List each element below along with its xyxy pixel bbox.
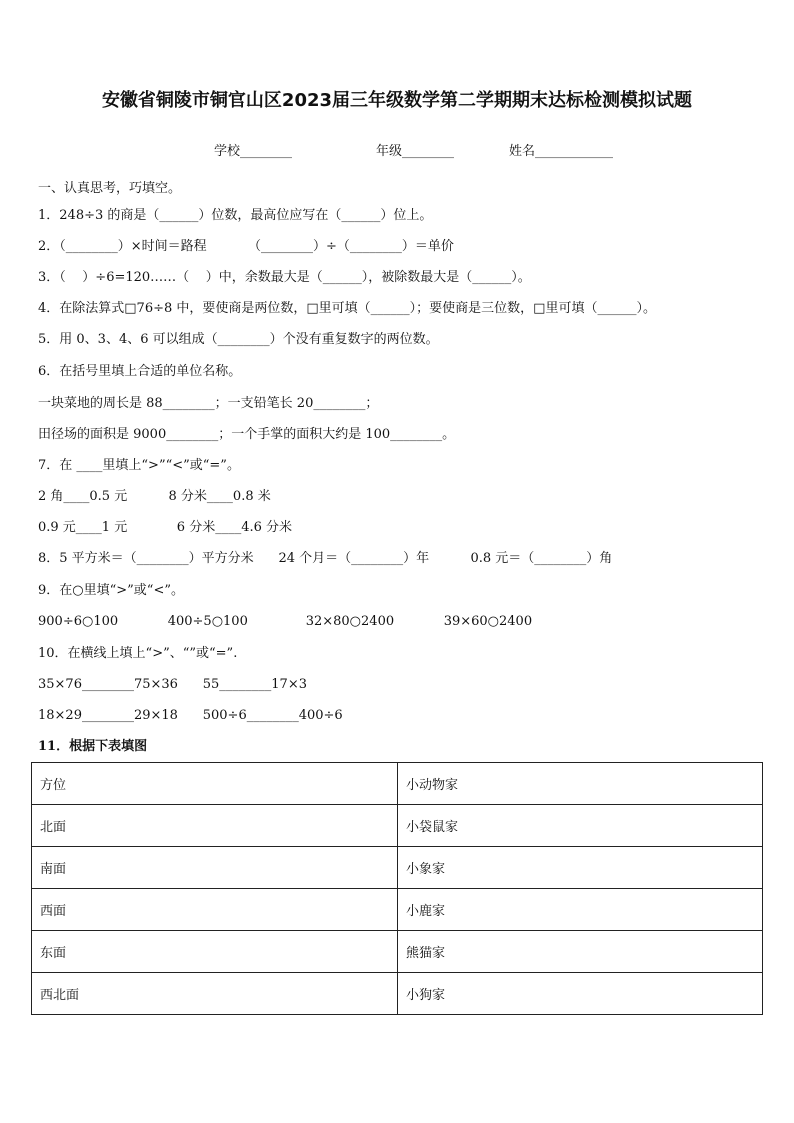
table-cell: 南面 xyxy=(32,847,398,889)
question-6: 6．在括号里填上合适的单位名称。 xyxy=(38,364,242,379)
table-cell: 东面 xyxy=(32,931,398,973)
question-4: 4．在除法算式□76÷8 中，要使商是两位数，□里可填（______）；要使商是三位数，□里可填（______）。 xyxy=(38,301,656,316)
question-10: 10．在横线上填上“>”、“”或“=”. xyxy=(38,646,238,661)
table-cell: 熊猫家 xyxy=(398,931,763,973)
question-7: 7．在 ____里填上“>”“<”或“=”。 xyxy=(38,458,240,473)
question-7-line-b: 0.9 元____1 元 6 分米____4.6 分米 xyxy=(38,520,293,535)
question-11: 11．根据下表填图 xyxy=(38,739,148,754)
question-9-line-a: 900÷6○100 400÷5○100 32×80○2400 39×60○2400 xyxy=(38,614,533,629)
table-cell: 小袋鼠家 xyxy=(398,805,763,847)
school-field[interactable]: 学校________ xyxy=(214,144,293,159)
table-row xyxy=(32,805,763,847)
section-heading: 一、认真思考，巧填空。 xyxy=(38,181,182,196)
page-title: 安徽省铜陵市铜官山区2023届三年级数学第二学期期末达标检测模拟试题 xyxy=(101,90,693,111)
grade-field[interactable]: 年级________ xyxy=(376,144,455,159)
table-cell: 西北面 xyxy=(32,973,398,1015)
table-row xyxy=(32,763,763,805)
table-row xyxy=(32,931,763,973)
table-row xyxy=(32,847,763,889)
table-cell: 西面 xyxy=(32,889,398,931)
table-cell: 小狗家 xyxy=(398,973,763,1015)
question-8: 8．5 平方米＝（________）平方分米 24 个月＝（________）年 0.8 元＝（________）角 xyxy=(38,551,613,566)
table-cell: 北面 xyxy=(32,805,398,847)
table-cell: 小鹿家 xyxy=(398,889,763,931)
table-row xyxy=(32,973,763,1015)
question-6-line-b: 田径场的面积是 9000________；一个手掌的面积大约是 100________。 xyxy=(38,427,456,442)
table-row xyxy=(32,889,763,931)
question-10-line-b: 18×29________29×18 500÷6________400÷6 xyxy=(38,708,343,723)
table-cell: 小动物家 xyxy=(398,763,763,805)
table-cell: 方位 xyxy=(32,763,398,805)
question-10-line-a: 35×76________75×36 55________17×3 xyxy=(38,677,307,692)
question-5: 5．用 0、3、4、6 可以组成（________）个没有重复数字的两位数。 xyxy=(38,332,439,347)
question-3: 3．（ ）÷6=120……（ ）中，余数最大是（______），被除数最大是（______）。 xyxy=(38,270,531,285)
direction-table xyxy=(31,762,763,1015)
question-9: 9．在○里填“>”或“<”。 xyxy=(38,583,184,598)
table-cell: 小象家 xyxy=(398,847,763,889)
question-7-line-a: 2 角____0.5 元 8 分米____0.8 米 xyxy=(38,489,271,504)
question-2: 2．（________）×时间＝路程 （________）÷（________）＝单价 xyxy=(38,239,454,254)
name-field[interactable]: 姓名____________ xyxy=(509,144,614,159)
question-1: 1．248÷3 的商是（______）位数，最高位应写在（______）位上。 xyxy=(38,208,433,223)
question-6-line-a: 一块菜地的周长是 88________；一支铅笔长 20________； xyxy=(38,396,379,411)
